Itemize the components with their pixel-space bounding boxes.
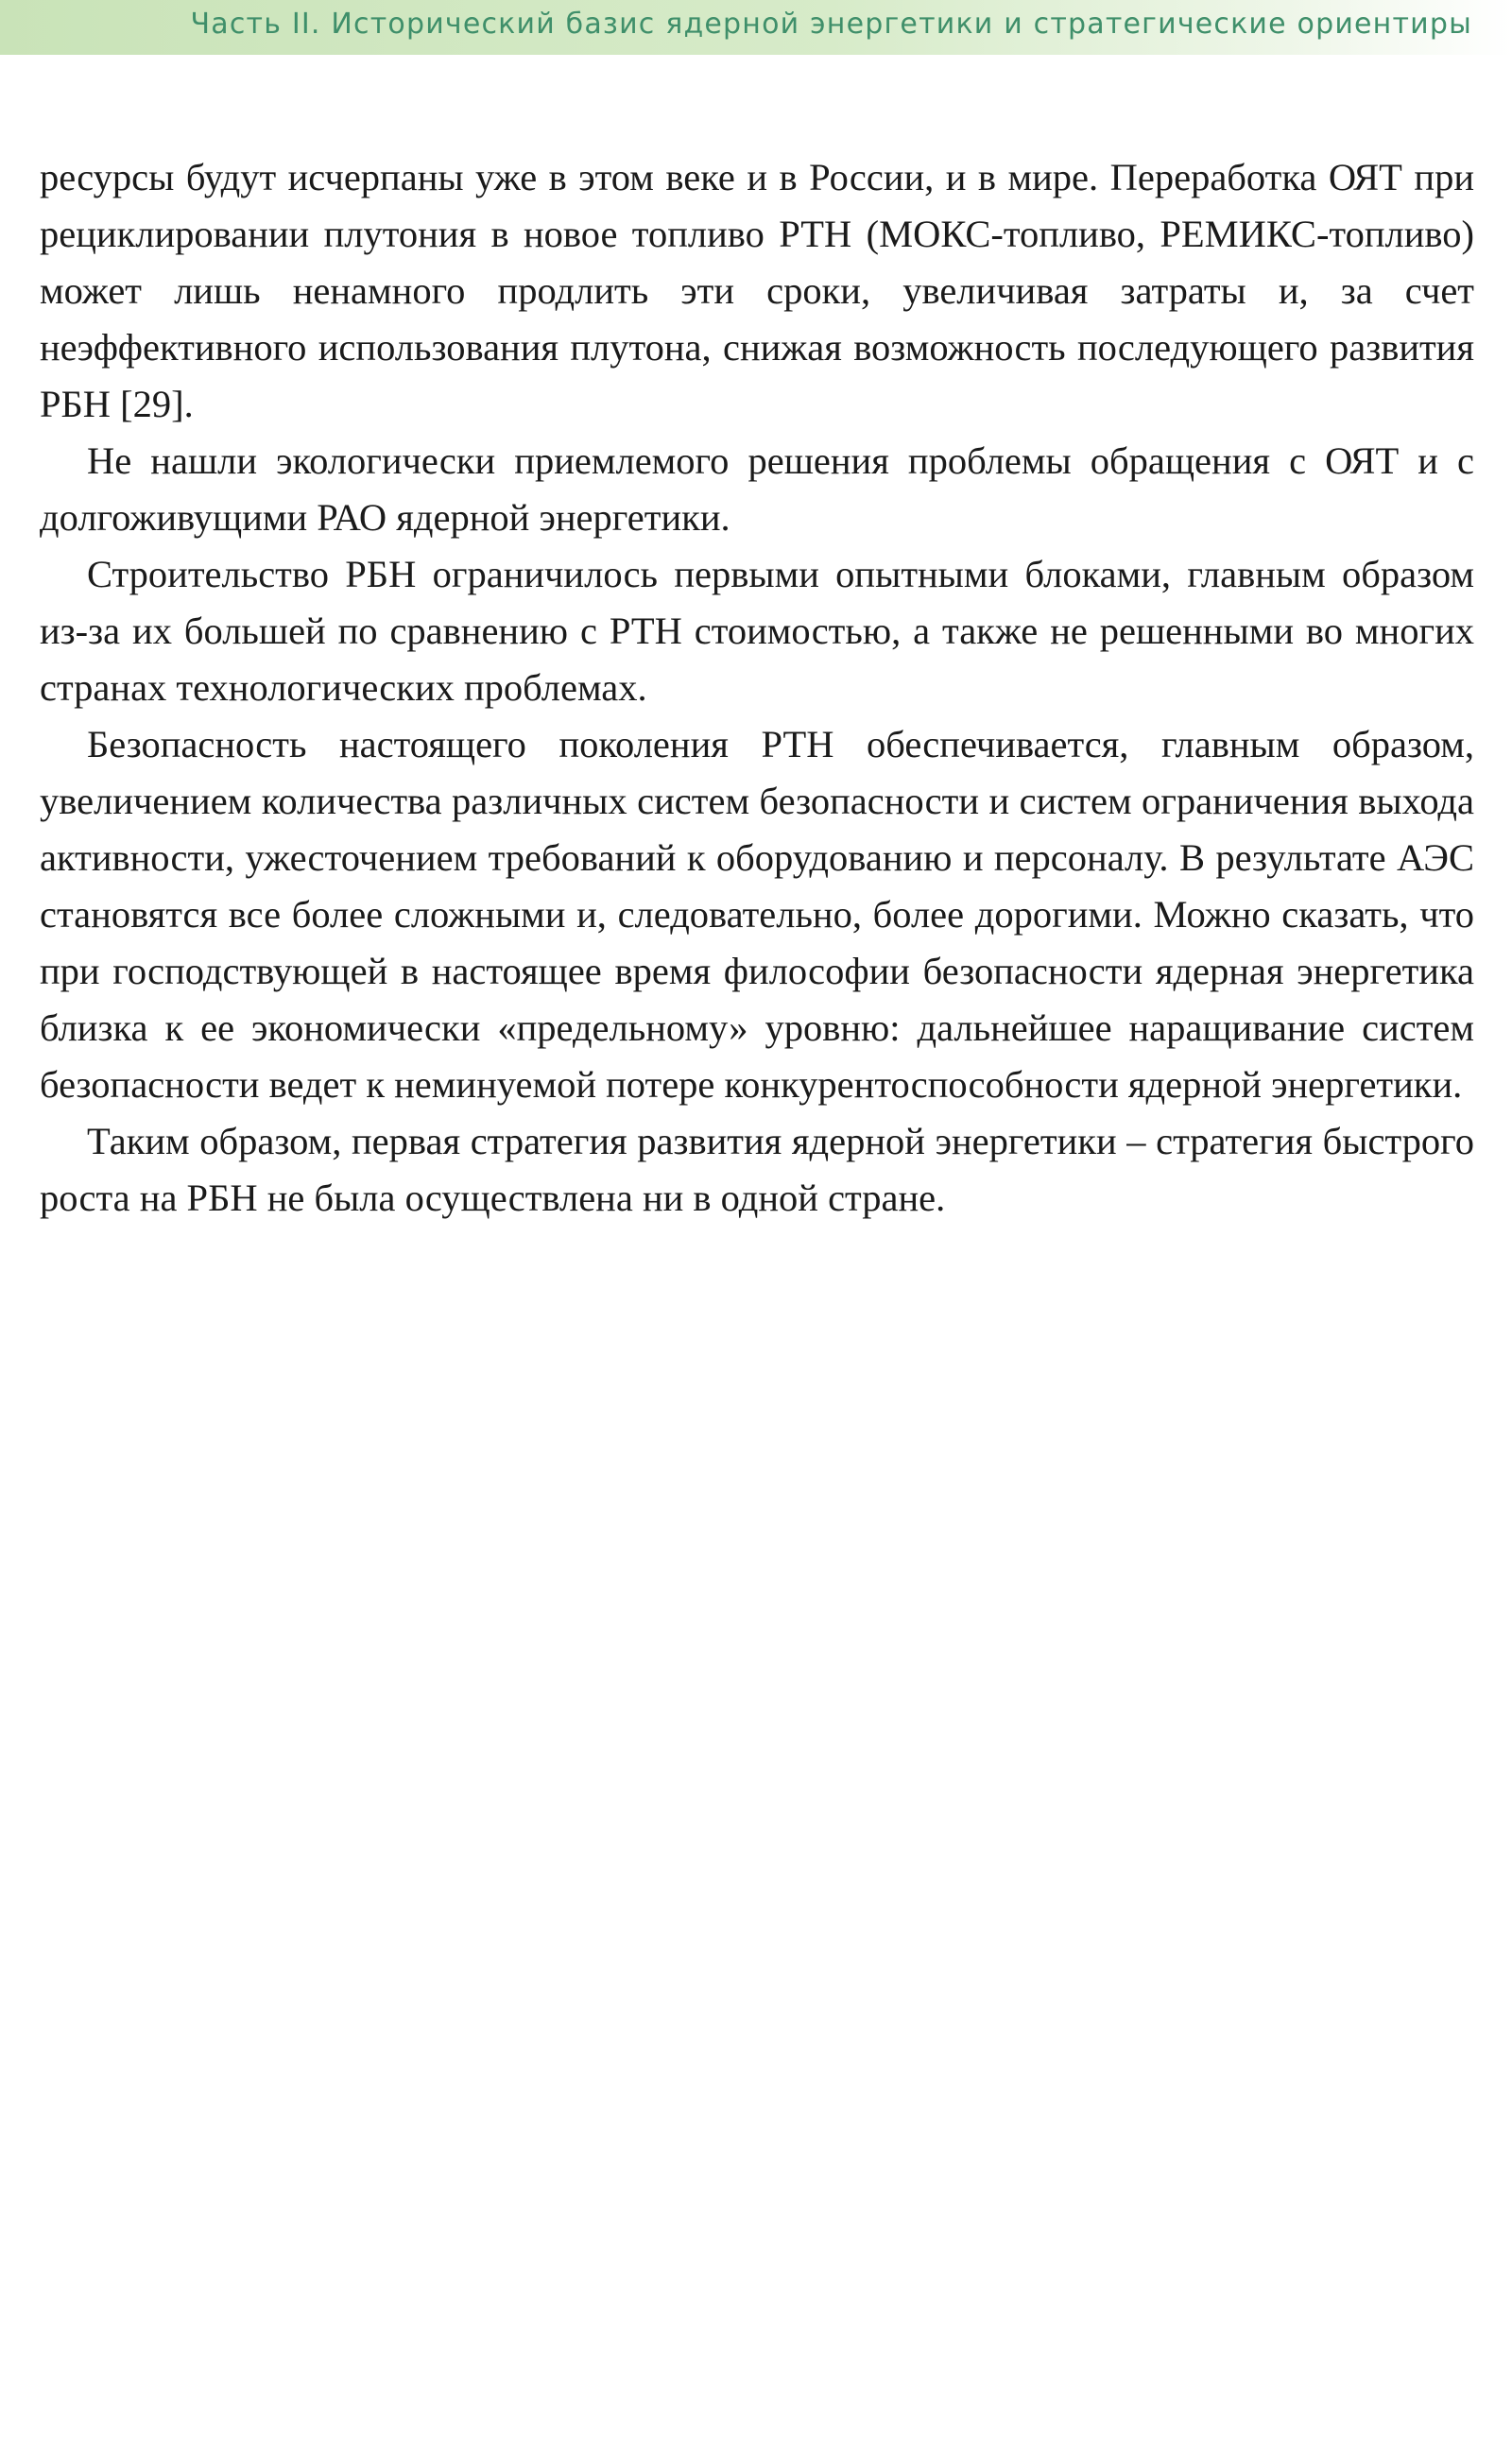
- paragraph: Таким образом, первая стратегия развития ядерной энергетики – стратегия быстрого роста на РБН не была осуществлена ни в одной стране.: [40, 1120, 1474, 1219]
- paragraph: Строительство РБН ограничилось первыми опытными блоками, главным образом из-за их большей по сравнению с РТН стоимостью, а также не решенными во многих странах технологических проблемах.: [40, 553, 1474, 709]
- body-text: [40, 149, 1474, 1227]
- paragraph: Безопасность настоящего поколения РТН обеспечивается, главным образом, увеличением количества различных систем безопасности и систем ограничения выхода активности, ужесточением требований к оборудованию и персоналу. В результате АЭС становятся все более сложными и, следовательно, более дорогими. Можно сказать, что при господствующей в настоящее время философии безопасности ядерная энергетика близка к ее экономически «предельному» уровню: дальнейшее наращивание систем безопасности ведет к неминуемой потере конкурентоспособности ядерной энергетики.: [40, 723, 1474, 1106]
- paragraph-continued: ресурсы будут исчерпаны уже в этом веке и в России, и в мире. Переработка ОЯТ при рециклировании плутония в новое топливо РТН (МОКС-топливо, РЕМИКС-топливо) может лишь ненамного продлить эти сроки, увеличивая затраты и, за счет неэффективного использования плутона, снижая возможность последующего развития РБН [29].: [40, 156, 1474, 425]
- running-header-title: Часть II. Исторический базис ядерной энергетики и стратегические ориентиры: [190, 8, 1472, 41]
- running-header: [0, 0, 1512, 55]
- paragraph: Не нашли экологически приемлемого решения проблемы обращения с ОЯТ и с долгоживущими РАО ядерной энергетики.: [40, 439, 1474, 539]
